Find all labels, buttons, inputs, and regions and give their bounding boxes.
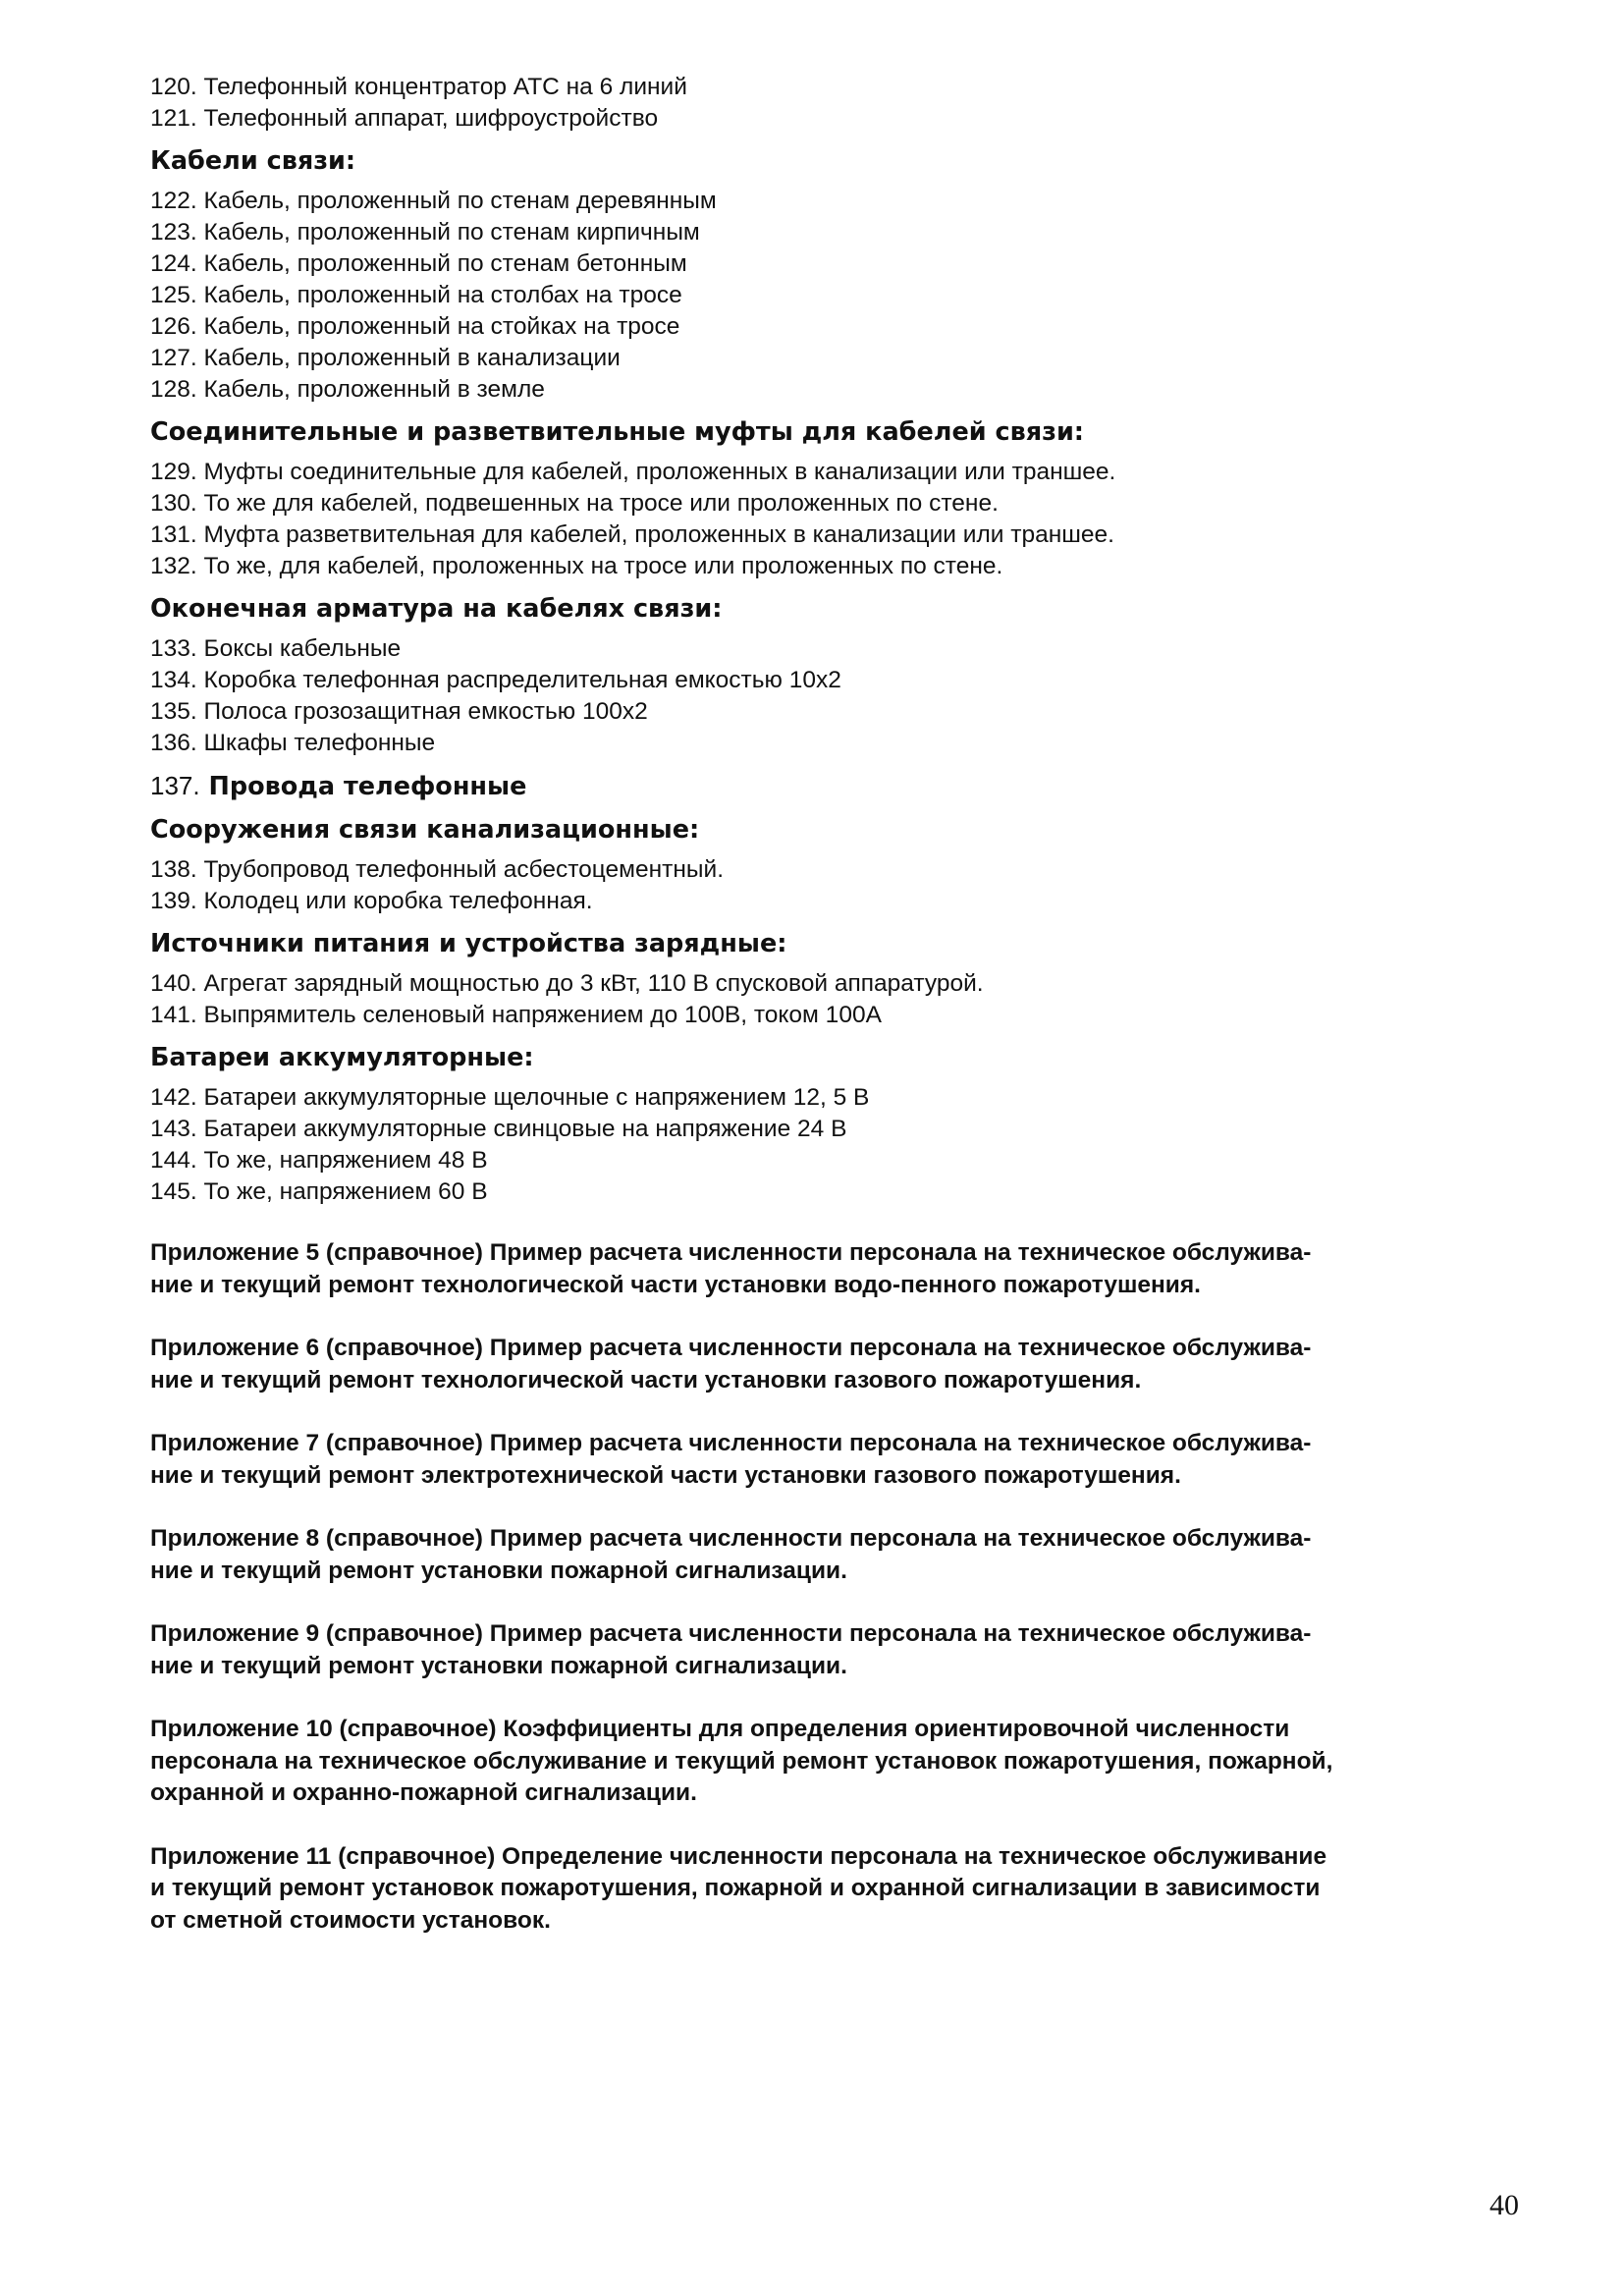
- appendix-line: Приложение 10 (справочное) Коэффициенты для определения ориентировочной численности: [150, 1716, 1290, 1742]
- appendix-5: [150, 1237, 1515, 1301]
- appendix-line: охранной и охранно-пожарной сигнализации.: [150, 1779, 697, 1806]
- list-item: 123. Кабель, проложенный по стенам кирпичным: [150, 219, 700, 246]
- list-item: 127. Кабель, проложенный в канализации: [150, 345, 621, 371]
- appendix-line: ние и текущий ремонт установки пожарной сигнализации.: [150, 1557, 847, 1584]
- section-heading: Сооружения связи канализационные:: [150, 815, 700, 845]
- section-heading: Источники питания и устройства зарядные:: [150, 929, 787, 958]
- appendix-line: и текущий ремонт установок пожаротушения, пожарной и охранной сигнализации в зависимости: [150, 1875, 1321, 1901]
- list-item: 144. То же, напряжением 48 В: [150, 1147, 488, 1174]
- section-heading: Батареи аккумуляторные:: [150, 1043, 534, 1072]
- list-item: 142. Батареи аккумуляторные щелочные с напряжением 12, 5 В: [150, 1084, 870, 1111]
- list-item: 138. Трубопровод телефонный асбестоцементный.: [150, 856, 725, 883]
- item-title: Провода телефонные: [208, 772, 527, 801]
- appendix-8: [150, 1523, 1515, 1587]
- section-heading: Кабели связи:: [150, 146, 356, 176]
- top-items: [150, 72, 1525, 135]
- item-137-heading: [150, 769, 1525, 803]
- list-item: 125. Кабель, проложенный на столбах на тросе: [150, 282, 682, 308]
- appendix-10: [150, 1714, 1515, 1810]
- appendix-line: Приложение 11 (справочное) Определение численности персонала на техническое обслуживание: [150, 1842, 1327, 1870]
- section-items: [150, 968, 1525, 1031]
- section-items: [150, 457, 1525, 582]
- appendix-line: ние и текущий ремонт электротехнической части установки газового пожаротушения.: [150, 1461, 1181, 1489]
- appendix-11: [150, 1841, 1515, 1938]
- appendix-line: Приложение 7 (справочное) Пример расчета численности персонала на техническое обслужива-: [150, 1430, 1312, 1456]
- section-items: [150, 633, 1525, 759]
- appendix-list: [150, 1237, 1525, 1937]
- list-item: 126. Кабель, проложенный на стойках на тросе: [150, 313, 680, 340]
- list-item: 124. Кабель, проложенный по стенам бетонным: [150, 250, 687, 277]
- section-items: [150, 186, 1525, 406]
- appendix-line: ние и текущий ремонт технологической части установки водо-пенного пожаротушения.: [150, 1271, 1201, 1298]
- appendix-line: ние и текущий ремонт технологической части установки газового пожаротушения.: [150, 1366, 1142, 1394]
- list-item: 139. Колодец или коробка телефонная.: [150, 888, 593, 914]
- list-item: 131. Муфта разветвительная для кабелей, проложенных в канализации или траншее.: [150, 521, 1114, 548]
- list-item: 122. Кабель, проложенный по стенам деревянным: [150, 188, 717, 214]
- appendix-7: [150, 1428, 1515, 1492]
- section-heading: Оконечная арматура на кабелях связи:: [150, 594, 723, 624]
- list-item: 135. Полоса грозозащитная емкостью 100х2: [150, 698, 648, 725]
- list-item: 136. Шкафы телефонные: [150, 730, 436, 756]
- list-item: 140. Агрегат зарядный мощностью до 3 кВт, 110 В спусковой аппаратурой.: [150, 970, 984, 997]
- page-number: 40: [1489, 2189, 1519, 2221]
- list-item: 145. То же, напряжением 60 В: [150, 1178, 488, 1205]
- section-items: [150, 1082, 1525, 1208]
- section-heading: Соединительные и разветвительные муфты для кабелей связи:: [150, 417, 1085, 447]
- list-item: 128. Кабель, проложенный в земле: [150, 376, 545, 403]
- section-items: [150, 854, 1525, 917]
- list-item: 121. Телефонный аппарат, шифроустройство: [150, 105, 659, 132]
- list-item: 130. То же для кабелей, подвешенных на тросе или проложенных по стене.: [150, 490, 999, 517]
- list-item: 132. То же, для кабелей, проложенных на тросе или проложенных по стене.: [150, 553, 1003, 579]
- appendix-9: [150, 1618, 1515, 1682]
- appendix-line: Приложение 6 (справочное) Пример расчета численности персонала на техническое обслужива-: [150, 1335, 1312, 1361]
- list-item: 133. Боксы кабельные: [150, 635, 402, 662]
- appendix-line: ние и текущий ремонт установки пожарной сигнализации.: [150, 1652, 847, 1679]
- list-item: 143. Батареи аккумуляторные свинцовые на напряжение 24 В: [150, 1116, 847, 1142]
- appendix-line: Приложение 8 (справочное) Пример расчета численности персонала на техническое обслужива-: [150, 1525, 1312, 1552]
- list-item: 120. Телефонный концентратор АТС на 6 линий: [150, 74, 687, 100]
- list-item: 141. Выпрямитель селеновый напряжением до 100В, током 100А: [150, 1002, 882, 1028]
- item-number: 137.: [150, 771, 200, 800]
- appendix-line: персонала на техническое обслуживание и текущий ремонт установок пожаротушения, пожарной,: [150, 1747, 1333, 1775]
- list-item: 129. Муфты соединительные для кабелей, проложенных в канализации или траншее.: [150, 459, 1116, 485]
- list-item: 134. Коробка телефонная распределительная емкостью 10х2: [150, 667, 841, 693]
- appendix-6: [150, 1333, 1515, 1396]
- appendix-line: Приложение 5 (справочное) Пример расчета численности персонала на техническое обслужива-: [150, 1239, 1312, 1266]
- document-page: [150, 72, 1525, 1937]
- appendix-line: от сметной стоимости установок.: [150, 1906, 551, 1934]
- appendix-line: Приложение 9 (справочное) Пример расчета численности персонала на техническое обслужива-: [150, 1620, 1312, 1647]
